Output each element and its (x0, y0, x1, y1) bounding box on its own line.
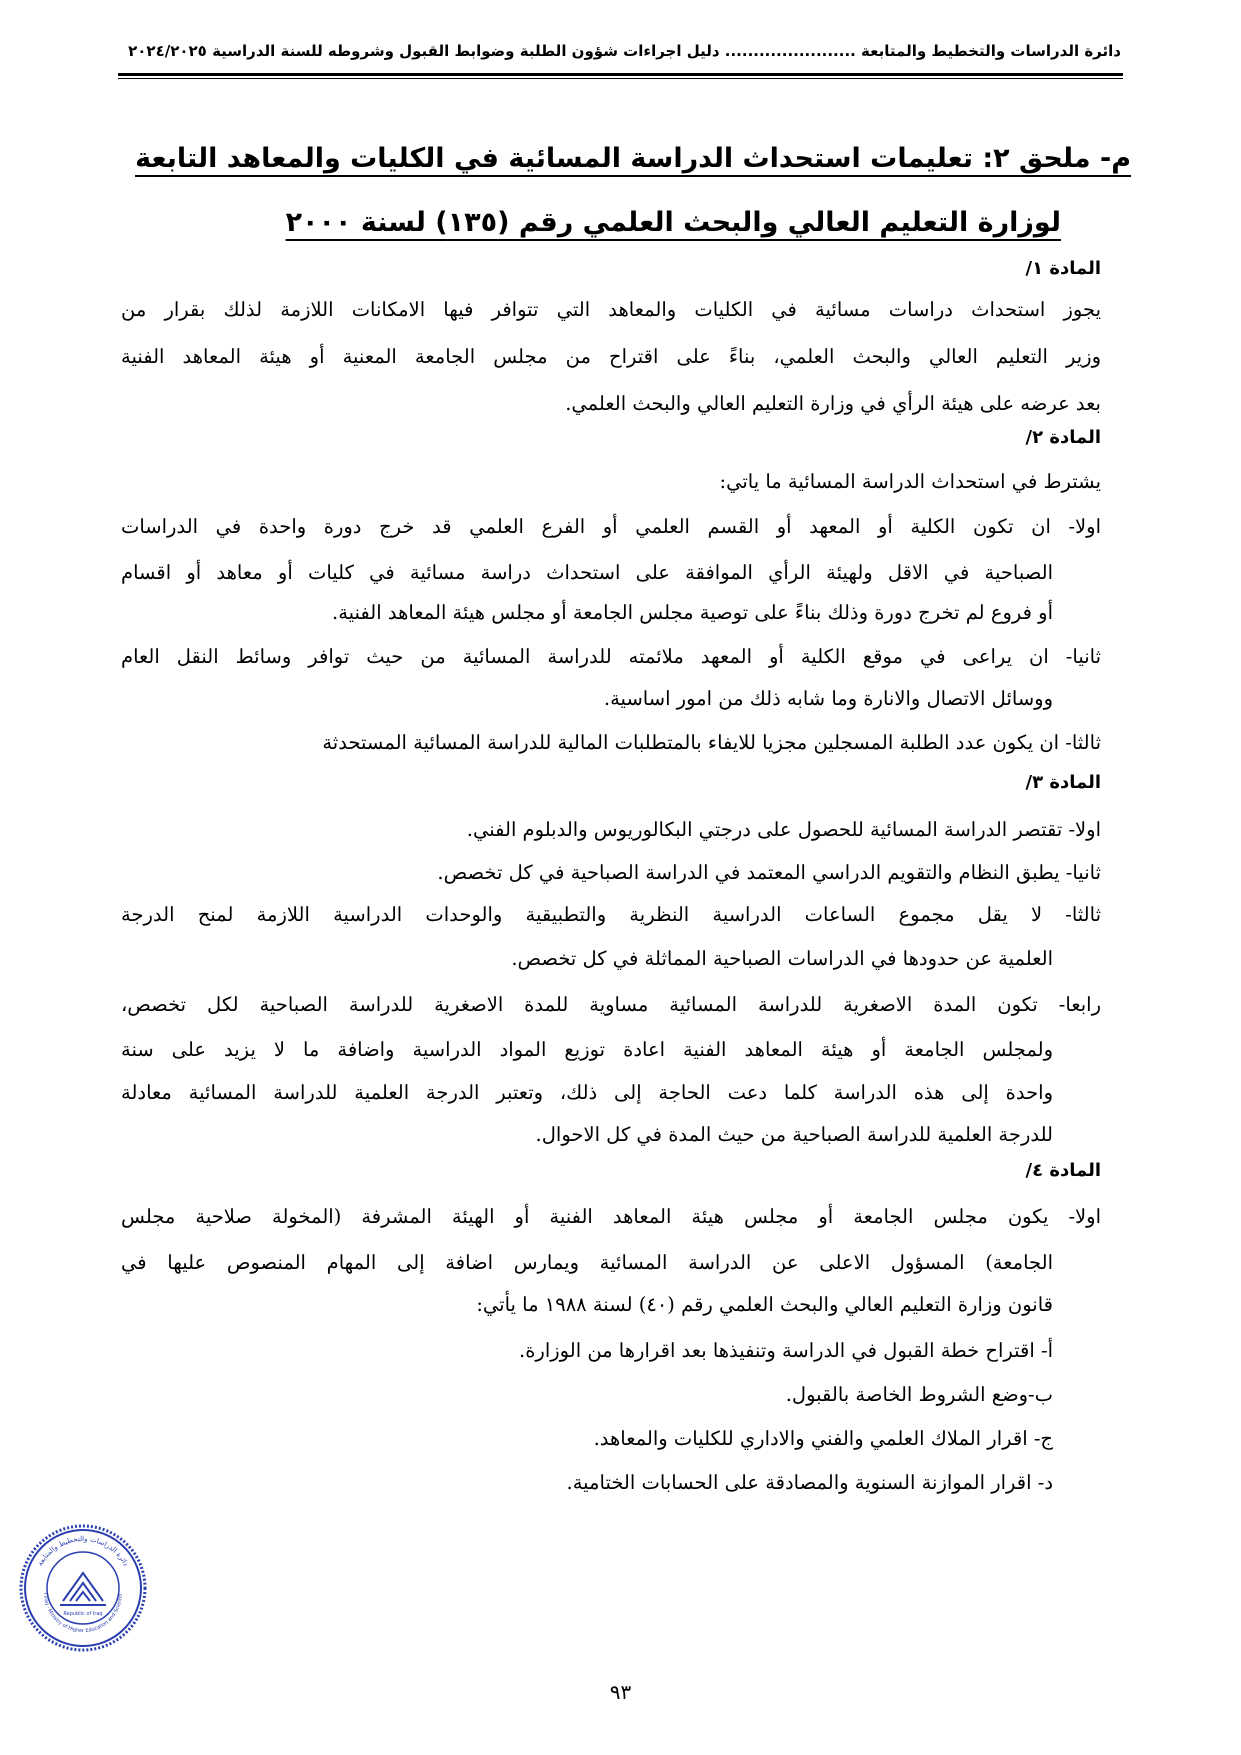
seal-arabic-ring: دائرة الدراسات والتخطيط والمتابعة (35, 1534, 131, 1568)
seal-inner-text: Republic of Iraq (63, 1611, 103, 1617)
annex-title-line-2: لوزارة التعليم العالي والبحث العلمي رقم (١٣٥) لسنة ٢٠٠٠ (285, 207, 1061, 238)
article-2-line: ثالثا- ان يكون عدد الطلبة المسجلين مجزيا للايفاء بالمتطلبات المالية للدراسة المسائية المستحدثة (322, 731, 1101, 754)
article-2-line: ووسائل الاتصال والانارة وما شابه ذلك من امور اساسية. (603, 687, 1053, 710)
article-1-line: بعد عرضه على هيئة الرأي في وزارة التعليم العالي والبحث العلمي. (565, 392, 1101, 415)
article-2-heading: المادة ٢/ (1025, 427, 1101, 448)
article-3-line: العلمية عن حدودها في الدراسات الصباحية المماثلة في كل تخصص. (511, 947, 1053, 970)
article-3-line: رابعا- تكون المدة الاصغرية للدراسة المسائية مساوية للمدة الاصغرية للدراسة الصباحية لكل تخصص، (121, 993, 1101, 1016)
article-4-line: اولا- يكون مجلس الجامعة أو مجلس هيئة المعاهد الفنية أو الهيئة المشرفة (المخولة صلاحية مجلس (121, 1205, 1101, 1228)
article-4-item: ب-وضع الشروط الخاصة بالقبول. (785, 1383, 1053, 1406)
header-rule-thin (118, 78, 1123, 79)
article-1-heading: المادة ١/ (1025, 258, 1101, 279)
annex-title-line-1: م- ملحق ٢: تعليمات استحداث الدراسة المسائية في الكليات والمعاهد التابعة (135, 143, 1131, 174)
article-3-line: للدرجة العلمية للدراسة الصباحية من حيث المدة في كل الاحوال. (535, 1123, 1053, 1146)
running-header: دائرة الدراسات والتخطيط والمتابعة ....................... دليل اجراءات شؤون الطلبة وضوابط القبول وشروطه للسنة الدراسية ٢٠٢٤/٢٠٢٥ (128, 42, 1121, 60)
article-4-item: د- اقرار الموازنة السنوية والمصادقة على الحسابات الختامية. (566, 1471, 1053, 1494)
article-3-line: واحدة إلى هذه الدراسة كلما دعت الحاجة إلى ذلك، وتعتبر الدرجة العلمية للدراسة المسائية معادلة (121, 1081, 1053, 1104)
article-1-line: وزير التعليم العالي والبحث العلمي، بناءً على اقتراح من مجلس الجامعة المعنية أو هيئة المعاهد الفنية (121, 345, 1101, 368)
header-rule-thick (118, 73, 1123, 76)
article-4-item: ج- اقرار الملاك العلمي والفني والاداري للكليات والمعاهد. (593, 1427, 1053, 1450)
page-number: ٩٣ (609, 1680, 632, 1704)
article-3-heading: المادة ٣/ (1025, 772, 1101, 793)
article-3-line: ثالثا- لا يقل مجموع الساعات الدراسية النظرية والتطبيقية والوحدات الدراسية اللازمة لمنح الدرجة (121, 903, 1101, 926)
article-2-line: ثانيا- ان يراعى في موقع الكلية أو المعهد ملائمته للدراسة المسائية من حيث توافر وسائط النقل العام (121, 645, 1101, 668)
article-2-line: اولا- ان تكون الكلية أو المعهد أو القسم العلمي أو الفرع العلمي قد خرج دورة واحدة في الدراسات (121, 515, 1101, 538)
article-3-line: ولمجلس الجامعة أو هيئة المعاهد الفنية اعادة توزيع المواد الدراسية واضافة ما لا يزيد على سنة (121, 1038, 1053, 1061)
article-4-heading: المادة ٤/ (1025, 1160, 1101, 1181)
article-2-intro: يشترط في استحداث الدراسة المسائية ما ياتي: (719, 470, 1101, 493)
article-4-line: الجامعة) المسؤول الاعلى عن الدراسة المسائية ويمارس اضافة إلى المهام المنصوص عليها في (121, 1251, 1053, 1274)
seal-english-ring: f Iraq - Ministry of Higher Education and Scientifi (41, 1592, 125, 1635)
article-3-line: ثانيا- يطبق النظام والتقويم الدراسي المعتمد في الدراسة الصباحية في كل تخصص. (437, 861, 1101, 884)
article-2-line: الصباحية في الاقل ولهيئة الرأي الموافقة على استحداث دراسة مسائية في كليات أو معاهد أو اقسام (121, 561, 1053, 584)
article-3-line: اولا- تقتصر الدراسة المسائية للحصول على درجتي البكالوريوس والدبلوم الفني. (466, 818, 1101, 841)
article-2-line: أو فروع لم تخرج دورة وذلك بناءً على توصية مجلس الجامعة أو مجلس هيئة المعاهد الفنية. (332, 601, 1053, 624)
article-1-line: يجوز استحداث دراسات مسائية في الكليات والمعاهد التي تتوافر فيها الامكانات اللازمة لذلك بقرار من (121, 298, 1101, 321)
ministry-seal-icon (18, 1523, 148, 1653)
article-4-line: قانون وزارة التعليم العالي والبحث العلمي رقم (٤٠) لسنة ١٩٨٨ ما يأتي: (476, 1293, 1053, 1316)
article-4-item: أ- اقتراح خطة القبول في الدراسة وتنفيذها بعد اقرارها من الوزارة. (519, 1339, 1053, 1362)
